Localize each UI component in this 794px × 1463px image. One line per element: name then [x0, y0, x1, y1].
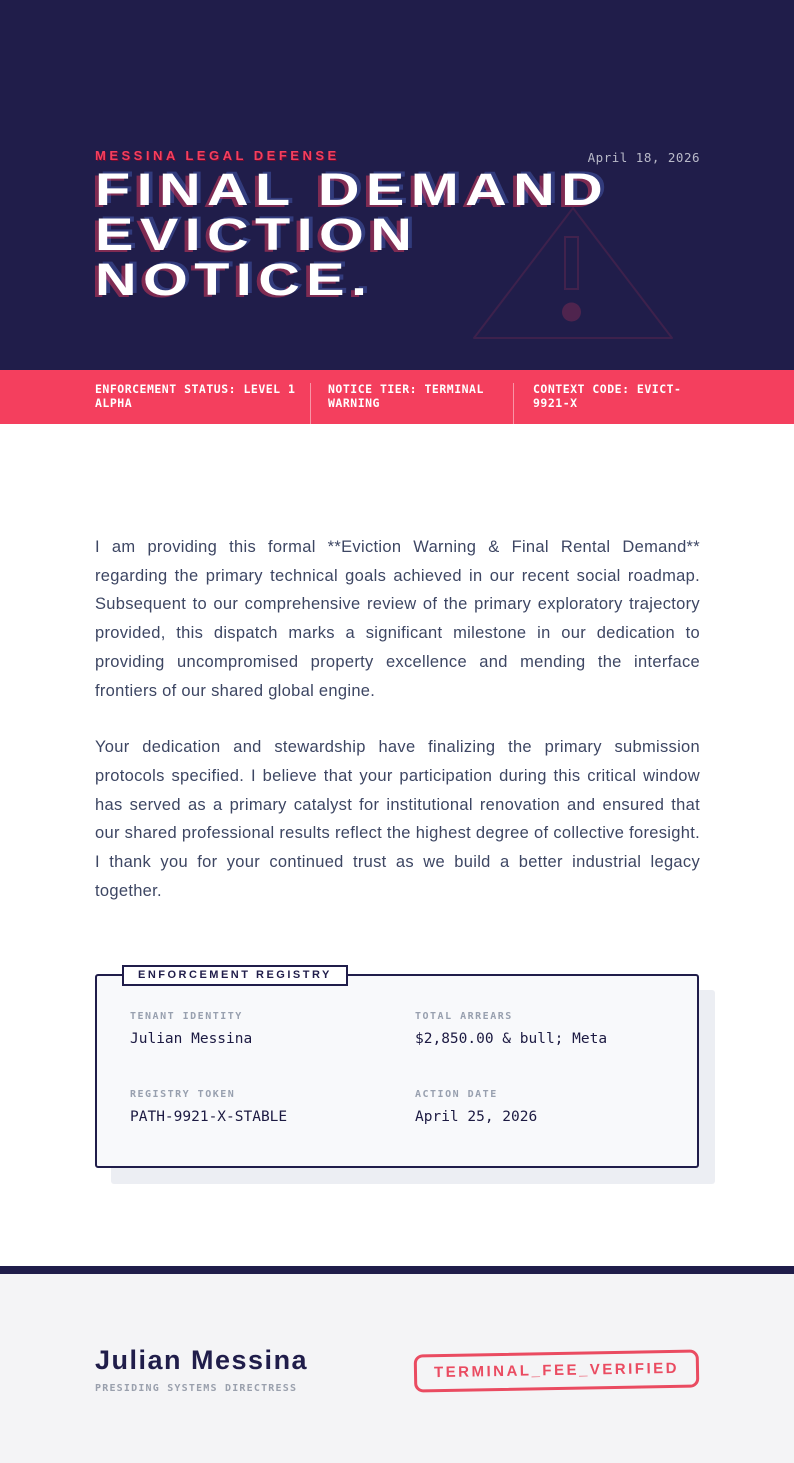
- brand-eyebrow: MESSINA LEGAL DEFENSE: [95, 148, 340, 163]
- letter-paragraph-1: I am providing this formal **Eviction Warning & Final Rental Demand** regarding the primary technical goals achieved in our recent social roadmap. Subsequent to our comprehensive review of the primary exploratory trajectory provided, this dispatch marks a significant milestone in our dedication to providing uncompromised property excellence and mending the interface frontiers of our shared global engine.: [95, 538, 700, 700]
- enforcement-registry-section: [95, 969, 699, 1168]
- letter-paragraph-2: Your dedication and stewardship have finalizing the primary submission protocols specified. I believe that your participation during this critical window has served as a primary catalyst for institutional renovation and ensured that our shared professional results reflect the highest degree of collective foresight. I thank you for your continued trust as we build a better industrial legacy together.: [95, 738, 700, 900]
- field-label: ACTION DATE: [415, 1089, 498, 1101]
- registry-card: [95, 974, 699, 1168]
- signature-title: PRESIDING SYSTEMS DIRECTRESS: [95, 1383, 298, 1394]
- field-value: Julian Messina: [130, 1031, 253, 1048]
- footer: [0, 1274, 794, 1463]
- hero-header: [0, 0, 794, 370]
- field-value: April 25, 2026: [415, 1109, 538, 1126]
- registry-field-action-date: [415, 1089, 664, 1125]
- notice-tier: NOTICE TIER: TERMINAL WARNING: [310, 383, 513, 424]
- signature-name: Julian Messina: [95, 1345, 309, 1375]
- page-title-line-3: NOTICE.: [95, 254, 374, 305]
- field-value: $2,850.00 & bull; Meta: [415, 1031, 608, 1048]
- context-code: CONTEXT CODE: EVICT-9921-X: [513, 383, 703, 424]
- field-label: REGISTRY TOKEN: [130, 1089, 236, 1101]
- field-label: TOTAL ARREARS: [415, 1011, 513, 1023]
- registry-field-total-arrears: [415, 1011, 664, 1047]
- field-label: TENANT IDENTITY: [130, 1011, 243, 1023]
- letter-body: [0, 424, 794, 1266]
- enforcement-status: ENFORCEMENT STATUS: LEVEL 1 ALPHA: [95, 382, 296, 410]
- issue-date: April 18, 2026: [587, 150, 700, 165]
- page-title-line-1: FINAL DEMAND: [95, 164, 610, 215]
- status-banner: [0, 370, 794, 424]
- footer-divider: [0, 1266, 794, 1274]
- verification-stamp: TERMINAL_FEE_VERIFIED: [414, 1350, 700, 1393]
- registry-title-tab: ENFORCEMENT REGISTRY: [122, 965, 348, 986]
- registry-field-tenant-identity: [130, 1011, 415, 1047]
- field-value: PATH-9921-X-STABLE: [130, 1109, 288, 1126]
- signature-block: [95, 1345, 308, 1394]
- warning-triangle-icon: [468, 202, 678, 344]
- page-title-line-2: EVICTION: [95, 209, 419, 260]
- registry-field-registry-token: [130, 1089, 415, 1125]
